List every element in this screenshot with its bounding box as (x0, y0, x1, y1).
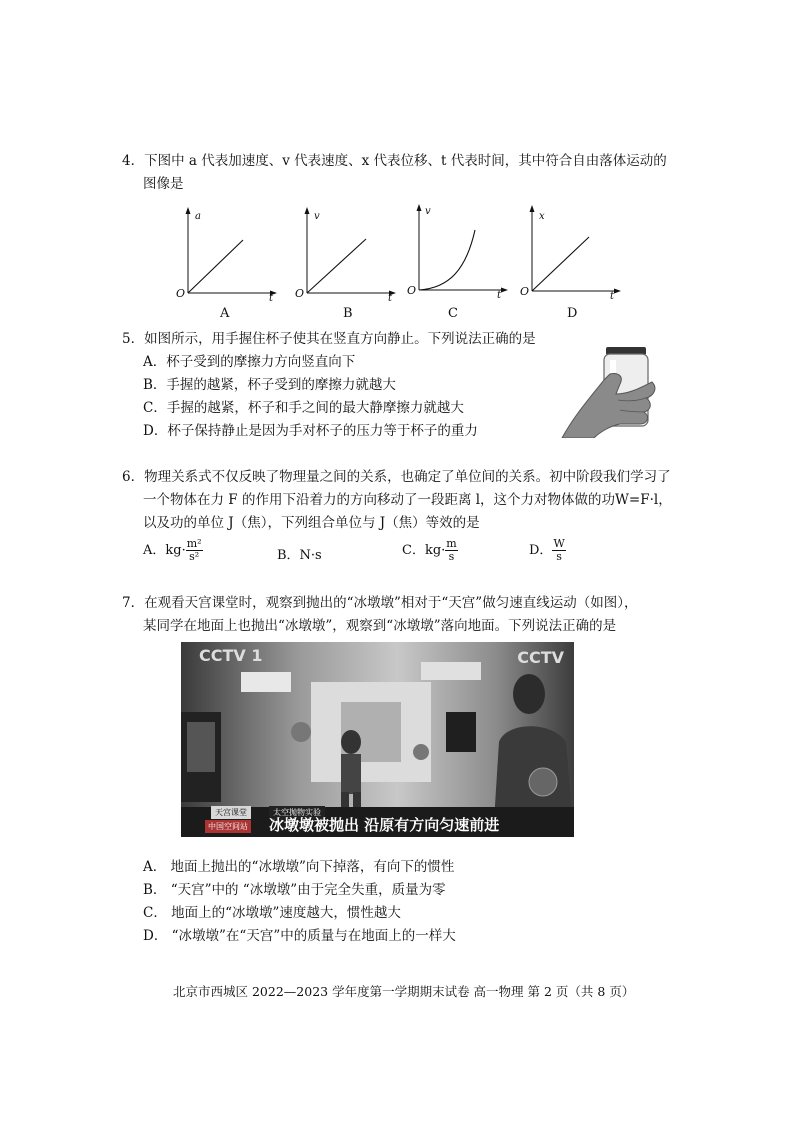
graph-b-y-label: v (314, 211, 320, 222)
graph-c-label: C (448, 306, 458, 321)
q6-stem-line3: 以及功的单位 J（焦），下列组合单位与 J（焦）等效的是 (143, 515, 480, 531)
graph-d-x-label: t (610, 291, 615, 302)
tiangong-class-tag: 天宫课堂 (211, 806, 251, 819)
tiangong-broadcast-photo (181, 642, 574, 837)
graph-b (292, 205, 402, 335)
q6-option-c-denominator: s (448, 550, 455, 563)
q4-stem-line2: 图像是 (143, 176, 184, 192)
q6-option-d-denominator: s (556, 550, 562, 563)
q4-stem-line1: 4．下图中 a 代表加速度、v 代表速度、x 代表位移、t 代表时间，其中符合自由落体运动的 (122, 153, 667, 169)
cctv-logo: CCTV (517, 648, 564, 667)
graph-a-y-label: a (195, 211, 201, 222)
graph-d-label: D (567, 306, 578, 321)
q7-stem-line1: 7．在观看天宫课堂时，观察到抛出的“冰墩墩”相对于“天宫”做匀速直线运动（如图）， (122, 595, 638, 611)
graph-a-label: A (220, 306, 230, 321)
q6-option-a-fraction (186, 538, 203, 563)
q6-stem-line1: 6．物理关系式不仅反映了物理量之间的关系，也确定了单位间的关系。初中阶段我们学习了 (122, 469, 671, 485)
q6-option-d-prefix: D． (529, 543, 553, 558)
q6-option-d-numerator: W (553, 537, 565, 550)
q5-option-a: A．杯子受到的摩擦力方向竖直向下 (143, 354, 356, 370)
graph-c-x-label: t (497, 290, 502, 301)
q5-stem: 5．如图所示，用手握住杯子使其在竖直方向静止。下列说法正确的是 (122, 331, 536, 347)
q7-stem-line2: 某同学在地面上也抛出“冰墩墩”，观察到“冰墩墩”落向地面。下列说法正确的是 (143, 618, 617, 634)
q7-option-c: C． 地面上的“冰墩墩”速度越大，惯性越大 (143, 905, 401, 921)
graph-d-plot (517, 203, 627, 303)
q6-option-c (402, 538, 458, 563)
experiment-tag: 太空抛物实验 (269, 806, 325, 819)
graph-b-x-label: t (388, 293, 393, 304)
q6-option-a-prefix: A．kg· (143, 543, 186, 558)
q5-option-c: C．手握的越紧，杯子和手之间的最大静摩擦力就越大 (143, 400, 464, 416)
q5-option-b: B．手握的越紧，杯子受到的摩擦力就越大 (143, 377, 396, 393)
q6-option-a-denominator: s² (189, 550, 200, 563)
q7-option-a: A． 地面上抛出的“冰墩墩”向下掉落，有向下的惯性 (143, 859, 455, 875)
graph-c-plot (404, 200, 514, 300)
graph-a-origin: O (176, 287, 186, 300)
graph-d-y-label: x (539, 211, 545, 222)
graph-a (173, 205, 283, 335)
graph-b-label: B (343, 306, 353, 321)
graph-c-y-label: v (425, 206, 431, 217)
q6-option-c-fraction (445, 538, 457, 563)
graph-b-plot (292, 205, 402, 305)
q6-option-c-prefix: C．kg· (402, 543, 446, 558)
cctv1-logo: CCTV 1 (199, 646, 263, 665)
q7-option-b: B． “天宫”中的 “冰墩墩”由于完全失重，质量为零 (143, 882, 446, 898)
cup-in-hand-illustration (560, 344, 660, 438)
q6-option-b: B．N·s (277, 548, 322, 563)
q6-option-d-fraction (552, 538, 565, 563)
graph-b-origin: O (295, 287, 305, 300)
q7-option-d: D． “冰墩墩”在“天宫”中的质量与在地面上的一样大 (143, 928, 456, 944)
graph-a-x-label: t (269, 293, 274, 304)
q6-stem-line2: 一个物体在力 F 的作用下沿着力的方向移动了一段距离 l，这个力对物体做的功W=F·l， (143, 492, 672, 508)
graph-a-plot (173, 205, 283, 305)
graph-d-origin: O (520, 285, 530, 298)
q6-option-a-numerator: m² (186, 537, 202, 550)
q6-option-d (529, 538, 566, 563)
q6-option-a (143, 538, 203, 563)
photo-caption: 冰墩墩被抛出 沿原有方向匀速前进 (269, 816, 500, 834)
graph-d (517, 203, 627, 333)
q6-option-c-numerator: m (446, 537, 457, 550)
graph-c-origin: O (407, 284, 417, 297)
graph-c (404, 200, 514, 330)
q5-option-d: D．杯子保持静止是因为手对杯子的压力等于杯子的重力 (143, 423, 478, 439)
page-footer: 北京市西城区 2022—2023 学年度第一学期期末试卷 高一物理 第 2 页（共 8 页） (173, 984, 635, 999)
space-station-tag: 中国空间站 (205, 820, 251, 833)
